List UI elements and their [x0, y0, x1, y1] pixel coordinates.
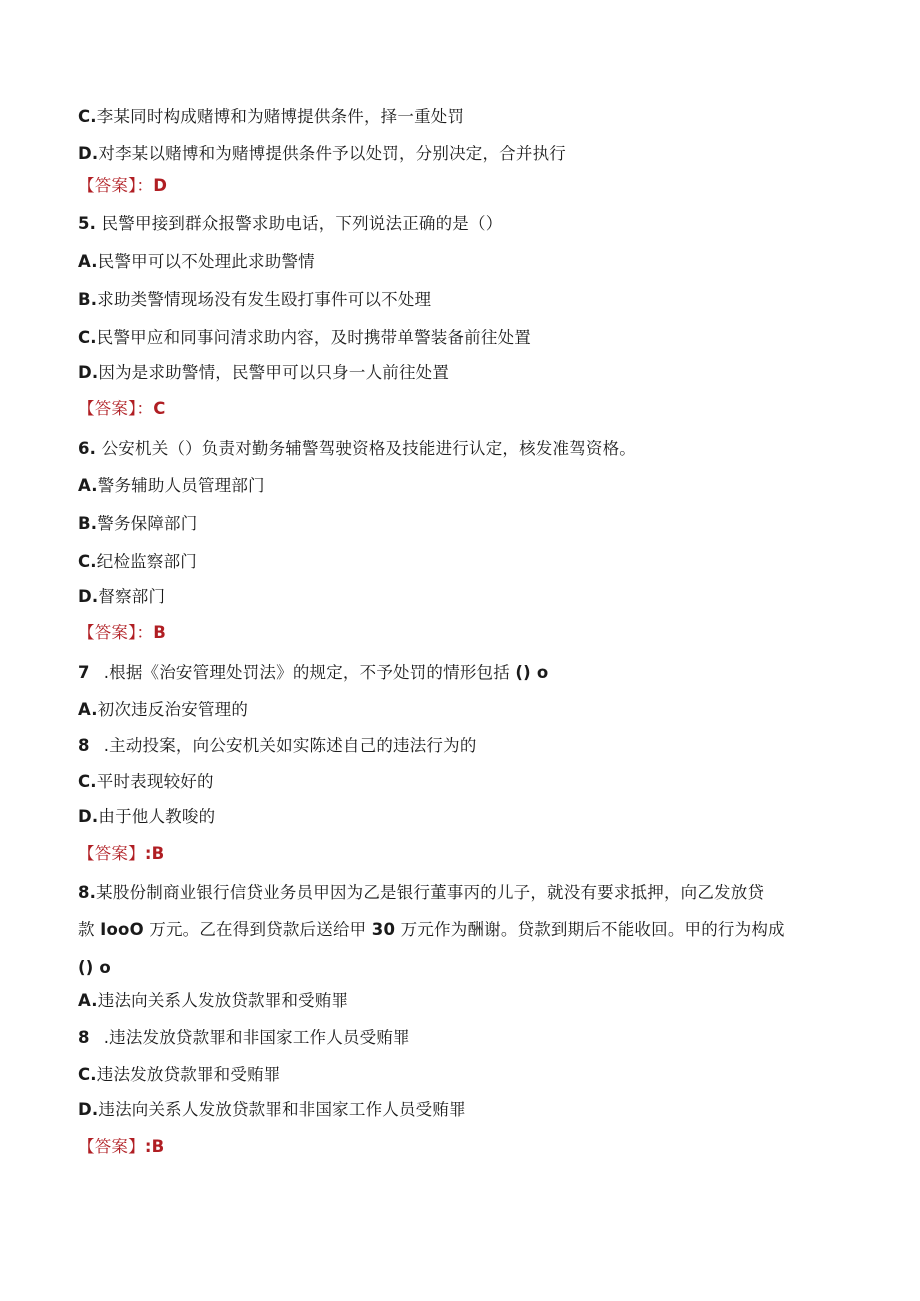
question-number: 8. [78, 883, 97, 902]
question-8-line-2 [78, 919, 785, 941]
answer-q5 [78, 398, 166, 420]
option-a-q7 [78, 699, 248, 721]
option-c-q8 [78, 1064, 280, 1086]
option-text: 民警甲应和同事问清求助内容，及时携带单警装备前往处置 [96, 328, 531, 347]
option-text: 纪检监察部门 [96, 552, 197, 571]
option-letter: C. [78, 772, 97, 791]
answer-label: 【答案】： [78, 399, 154, 418]
option-text: 因为是求助警情，民警甲可以只身一人前往处置 [98, 363, 450, 382]
option-c-q5 [78, 327, 531, 349]
question-number: 5. [78, 214, 97, 233]
question-number: 7 [78, 663, 90, 682]
option-letter: C. [78, 107, 97, 126]
answer-q4 [78, 175, 167, 197]
option-letter: A. [78, 991, 98, 1010]
option-letter: B. [78, 514, 98, 533]
option-text: 民警甲可以不处理此求助警情 [97, 252, 315, 271]
option-text: 违法向关系人发放贷款罪和非国家工作人员受贿罪 [98, 1100, 466, 1119]
option-text: 对李某以赌博和为赌博提供条件予以处罚，分别决定，合并执行 [98, 144, 566, 163]
question-suffix: () o [515, 663, 549, 682]
question-text: .根据《治安管理处罚法》的规定，不予处罚的情形包括 [103, 663, 510, 682]
question-8-line-1 [78, 882, 764, 904]
option-text: 求助类警情现场没有发生殴打事件可以不处理 [97, 290, 432, 309]
option-a-q6 [78, 475, 265, 497]
option-letter: D. [78, 807, 99, 826]
option-letter: A. [78, 252, 98, 271]
question-6 [78, 438, 636, 460]
option-letter: D. [78, 363, 99, 382]
question-text: 万元。乙在得到贷款后送给甲 [143, 920, 372, 939]
option-d-q4 [78, 143, 566, 165]
answer-label: 【答案】： [78, 176, 154, 195]
option-letter: C. [78, 1065, 97, 1084]
answer-value: D [153, 176, 168, 195]
question-number: 6. [78, 439, 97, 458]
option-letter: C. [78, 552, 97, 571]
question-8-line-3 [78, 957, 111, 979]
option-letter: A. [78, 700, 98, 719]
answer-q8 [78, 1136, 164, 1158]
option-letter: D. [78, 587, 99, 606]
loan-amount: IooO [100, 920, 144, 939]
option-letter: C. [78, 328, 97, 347]
option-c-q7 [78, 771, 214, 793]
option-text: 李某同时构成赌博和为赌博提供条件，择一重处罚 [96, 107, 465, 126]
answer-label: 【答案】 [78, 1137, 145, 1156]
question-text: 万元作为酬谢。贷款到期后不能收回。甲的行为构成 [395, 920, 785, 939]
question-7 [78, 662, 548, 684]
option-text: 督察部门 [98, 587, 166, 606]
option-a-q8 [78, 990, 348, 1012]
answer-label: 【答案】 [78, 844, 145, 863]
option-text: 警务保障部门 [97, 514, 198, 533]
question-text: 款 [78, 920, 101, 939]
option-letter: 8 [78, 736, 90, 755]
question-text: 公安机关（）负责对勤务辅警驾驶资格及技能进行认定，核发准驾资格。 [96, 439, 637, 458]
option-text: 由于他人教唆的 [98, 807, 216, 826]
answer-label: 【答案】： [78, 623, 154, 642]
option-text: 违法向关系人发放贷款罪和受贿罪 [97, 991, 349, 1010]
option-d-q5 [78, 362, 449, 384]
option-letter: B. [78, 290, 98, 309]
answer-value: :B [144, 844, 165, 863]
question-text: 民警甲接到群众报警求助电话，下列说法正确的是（） [96, 214, 503, 233]
option-text: 警务辅助人员管理部门 [97, 476, 265, 495]
question-5 [78, 213, 502, 235]
answer-q7 [78, 843, 164, 865]
option-text: 初次违反治安管理的 [97, 700, 249, 719]
option-d-q8 [78, 1099, 466, 1121]
question-suffix: () o [78, 958, 111, 977]
option-b-q5 [78, 289, 431, 311]
answer-q6 [78, 622, 166, 644]
option-letter: D. [78, 1100, 99, 1119]
gift-amount: 30 [371, 920, 396, 939]
option-b-q6 [78, 513, 197, 535]
option-text: 平时表现较好的 [96, 772, 214, 791]
option-text: .主动投案，向公安机关如实陈述自己的违法行为的 [103, 736, 477, 755]
option-c-q4 [78, 106, 464, 128]
answer-value: B [153, 623, 167, 642]
option-letter: D. [78, 144, 99, 163]
option-text: 违法发放贷款罪和受贿罪 [96, 1065, 281, 1084]
option-letter: A. [78, 476, 98, 495]
option-b-q8 [78, 1027, 410, 1049]
option-c-q6 [78, 551, 197, 573]
option-b-q7 [78, 735, 477, 757]
option-text: .违法发放贷款罪和非国家工作人员受贿罪 [103, 1028, 410, 1047]
option-d-q6 [78, 586, 165, 608]
option-letter: 8 [78, 1028, 90, 1047]
option-a-q5 [78, 251, 315, 273]
option-d-q7 [78, 806, 215, 828]
question-text: 某股份制商业银行信贷业务员甲因为乙是银行董事丙的儿子，就没有要求抵押，向乙发放贷 [96, 883, 765, 902]
answer-value: C [153, 399, 166, 418]
answer-value: :B [144, 1137, 165, 1156]
